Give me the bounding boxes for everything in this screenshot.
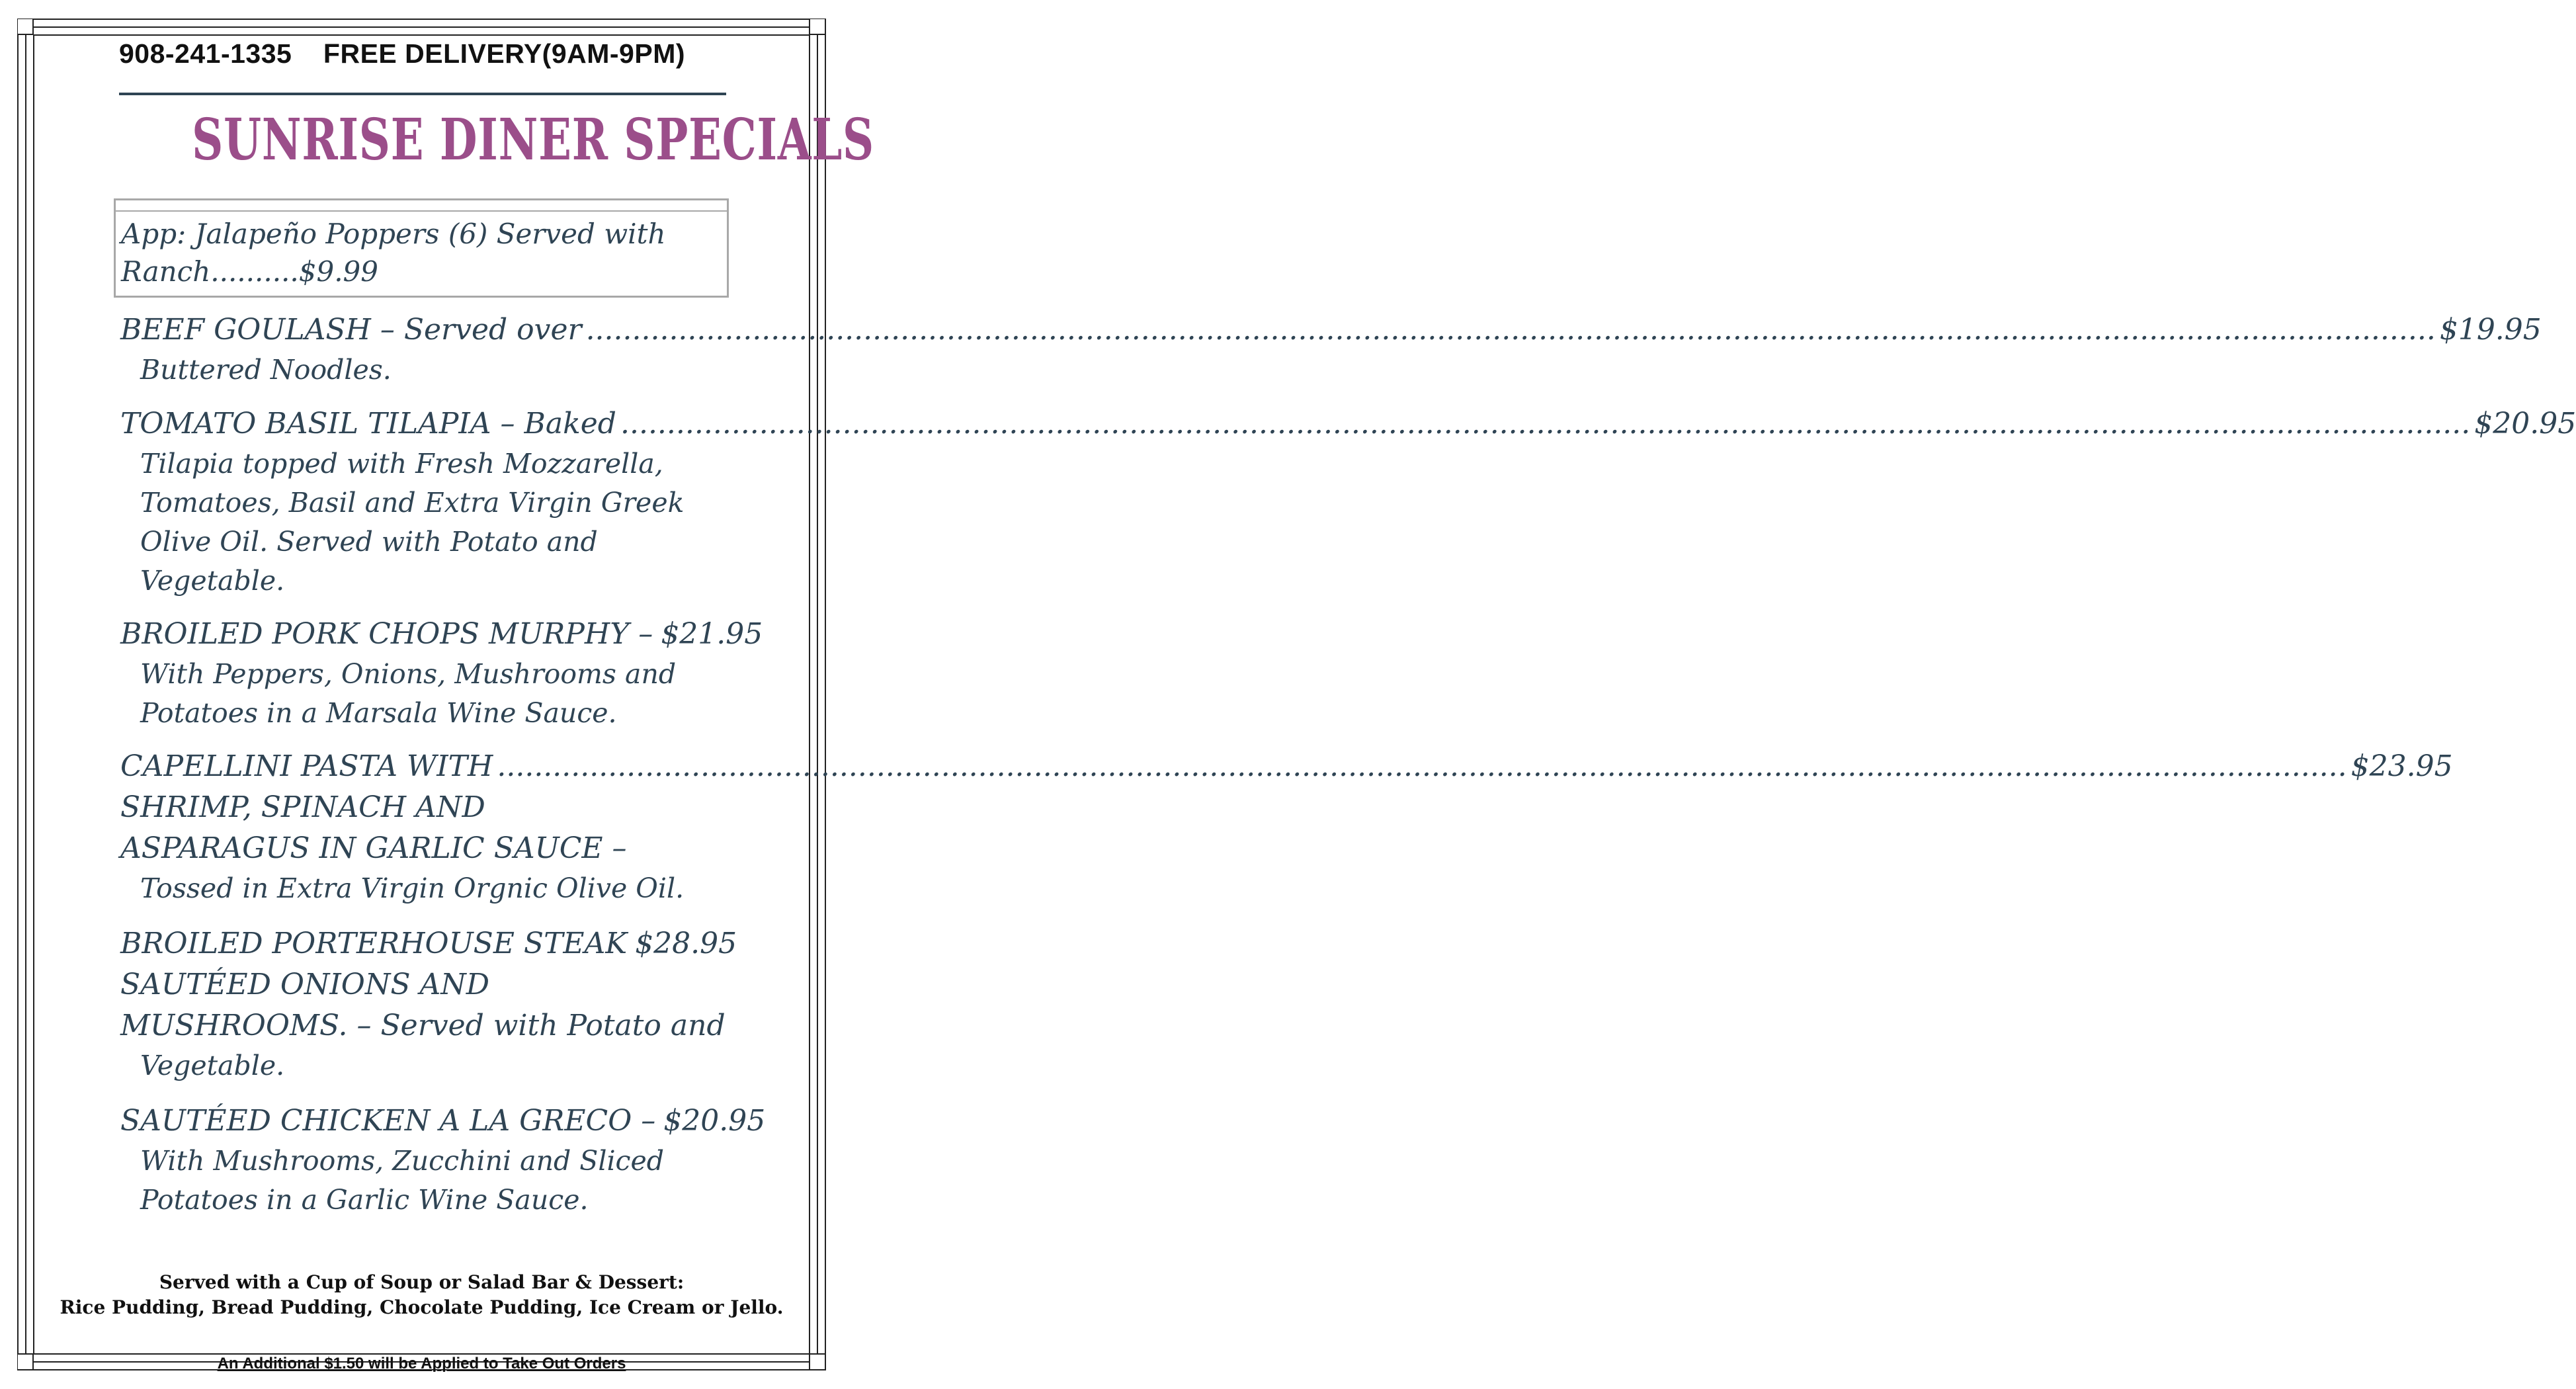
corner-ornament: [18, 1353, 34, 1369]
description-line: Buttered Noodles.: [140, 354, 392, 386]
menu-item-price: $20.95: [663, 1104, 766, 1138]
menu-item-description: [120, 1046, 729, 1085]
description-line: Olive Oil. Served with Potato and: [140, 526, 598, 558]
description-line: Vegetable.: [140, 565, 285, 597]
description-line: With Mushrooms, Zucchini and Sliced: [140, 1145, 665, 1177]
menu-item-description: [120, 351, 729, 390]
menu-item: [120, 1101, 766, 1220]
menu-item-name-continued: ASPARAGUS IN GARLIC SAUCE –: [120, 831, 627, 865]
appetizer-line: App: Jalapeño Poppers (6) Served with: [121, 218, 666, 250]
menu-item-price: $21.95: [661, 617, 763, 651]
description-line: Potatoes in a Marsala Wine Sauce.: [140, 697, 617, 729]
menu-item-name-continued: SHRIMP, SPINACH AND: [120, 790, 485, 824]
description-line: Vegetable.: [140, 1050, 285, 1081]
menu-item-header: [120, 614, 763, 655]
menu-item-name: SAUTÉED CHICKEN A LA GRECO –: [120, 1104, 656, 1138]
menu-item-name: BEEF GOULASH – Served over: [120, 313, 582, 347]
menu-item: [120, 614, 763, 733]
menu-item-description: [120, 655, 729, 733]
dot-leader: ........................................................................................................................................................................................................: [620, 407, 2471, 441]
menu-item-header: [120, 403, 2576, 444]
footer-sides: Served with a Cup of Soup or Salad Bar & Dessert:: [159, 1271, 685, 1293]
menu-item: [120, 746, 2453, 908]
menu-item-header: [120, 310, 2542, 351]
menu-item-description: [120, 444, 729, 601]
menu-item: [120, 310, 2542, 390]
menu-item-price: $20.95: [2474, 407, 2576, 441]
description-line: Potatoes in a Garlic Wine Sauce.: [140, 1184, 589, 1216]
footer-desserts: Rice Pudding, Bread Pudding, Chocolate Pudding, Ice Cream or Jello.: [60, 1296, 784, 1318]
header-contact: [119, 38, 747, 69]
corner-ornament: [18, 19, 34, 35]
menu-item-header: [120, 1101, 766, 1142]
delivery-info: FREE DELIVERY(9AM-9PM): [323, 38, 686, 69]
appetizer-line: Ranch..........$9.99: [121, 255, 378, 288]
takeout-surcharge-note: An Additional $1.50 will be Applied to Take Out Orders: [217, 1355, 626, 1372]
menu-item-name: TOMATO BASIL TILAPIA – Baked: [120, 407, 616, 441]
dot-leader: ........................................................................................................................................................................................................: [585, 313, 2436, 347]
menu-item-price: $28.95: [635, 927, 737, 960]
menu-item-header: [120, 923, 737, 964]
menu-item-description: [120, 1142, 729, 1220]
menu-item-price: $23.95: [2350, 749, 2453, 783]
appetizer-box-divider: [116, 210, 727, 212]
appetizer-text: [121, 215, 716, 290]
page-title: SUNRISE DINER SPECIALS: [192, 106, 875, 173]
menu-item-description: [120, 869, 729, 908]
menu-item-name-continued: MUSHROOMS. – Served with Potato and: [120, 1009, 726, 1042]
corner-ornament: [809, 1353, 825, 1369]
menu-item-name: BROILED PORK CHOPS MURPHY –: [120, 617, 653, 651]
menu-item-name: BROILED PORTERHOUSE STEAK: [120, 927, 628, 960]
menu-item-name: CAPELLINI PASTA WITH: [120, 749, 493, 783]
corner-ornament: [809, 19, 825, 35]
appetizer-box: [114, 198, 729, 298]
description-line: Tossed in Extra Virgin Orgnic Olive Oil.: [140, 872, 685, 904]
header-rule: [119, 93, 726, 95]
description-line: Tomatoes, Basil and Extra Virgin Greek: [140, 487, 685, 519]
menu-item-price: $19.95: [2439, 313, 2542, 347]
menu-item-header: [120, 746, 2453, 787]
menu-item-name-continued: SAUTÉED ONIONS AND: [120, 968, 490, 1001]
description-line: With Peppers, Onions, Mushrooms and: [140, 658, 677, 690]
phone-number: 908-241-1335: [119, 38, 292, 69]
dot-leader: ........................................................................................................................................................................................................: [497, 749, 2347, 783]
menu-item: [120, 403, 2576, 601]
menu-item: [120, 923, 737, 1085]
description-line: Tilapia topped with Fresh Mozzarella,: [140, 448, 663, 480]
